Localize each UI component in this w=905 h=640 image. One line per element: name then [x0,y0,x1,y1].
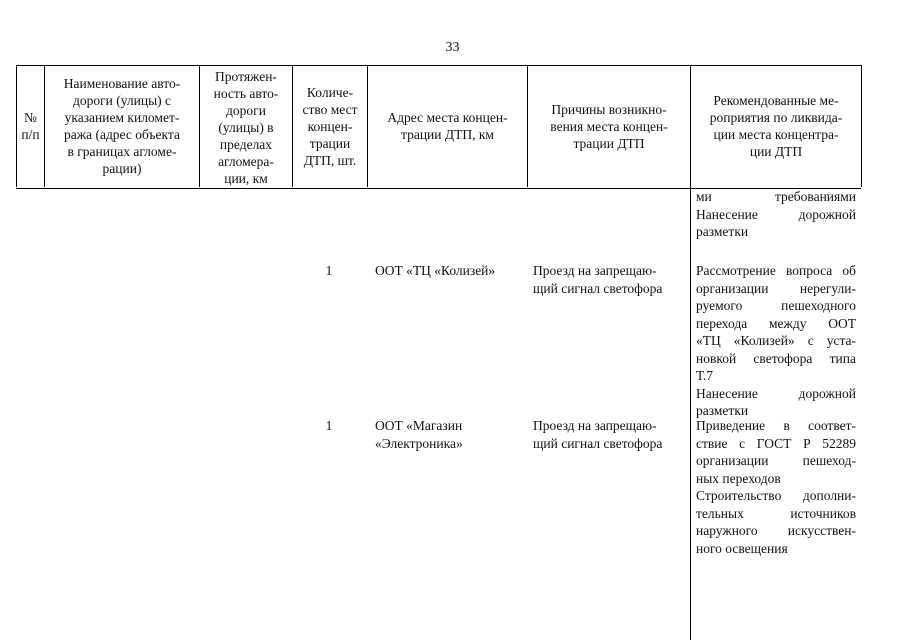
row1-count: 1 [325,263,333,278]
page-number: 33 [445,40,460,55]
header-road-name: Наименование авто- дороги (улицы) с указанием километ- ража (адрес объекта в границах агломе- рации) [63,76,181,176]
row1-measures: Рассмотрение вопроса об организации нерегули- руемого пешеходного перехода между ООТ «ТЦ «Колизей» с уста- новкой светофора типа Т.7 Нанесение дорожной разметки [696,263,856,418]
header-causes: Причины возникно- вения места концен- трации ДТП [550,101,668,151]
row1-address: ООТ «ТЦ «Колизей» [375,263,496,278]
row2-cause: Проезд на запрещаю- щий сигнал светофора [533,418,663,451]
row2-measures: Приведение в соответ- ствие с ГОСТ Р 52289 организации пешеход- ных переходов Строительство дополни- тельных источников наружного искусствен- ного освещения [696,418,856,556]
row1-cause: Проезд на запрещаю- щий сигнал светофора [533,263,663,296]
header-number: № п/п [21,110,40,142]
header-address: Адрес места концен- трации ДТП, км [387,110,508,142]
row2-count: 1 [325,418,333,433]
header-length: Протяжен- ность авто- дороги (улицы) в пределах агломера- ции, км [213,69,279,186]
column-divider [861,65,862,187]
header-count: Количе- ство мест концен- трации ДТП, шт. [302,84,358,168]
header-measures: Рекомендованные ме- роприятия по ликвида- ции места концентра- ции ДТП [709,93,843,159]
row2-address: ООТ «Магазин «Электроника» [375,418,463,451]
measures-continuation: ми требованиями Нанесение дорожной разметки [696,189,856,239]
